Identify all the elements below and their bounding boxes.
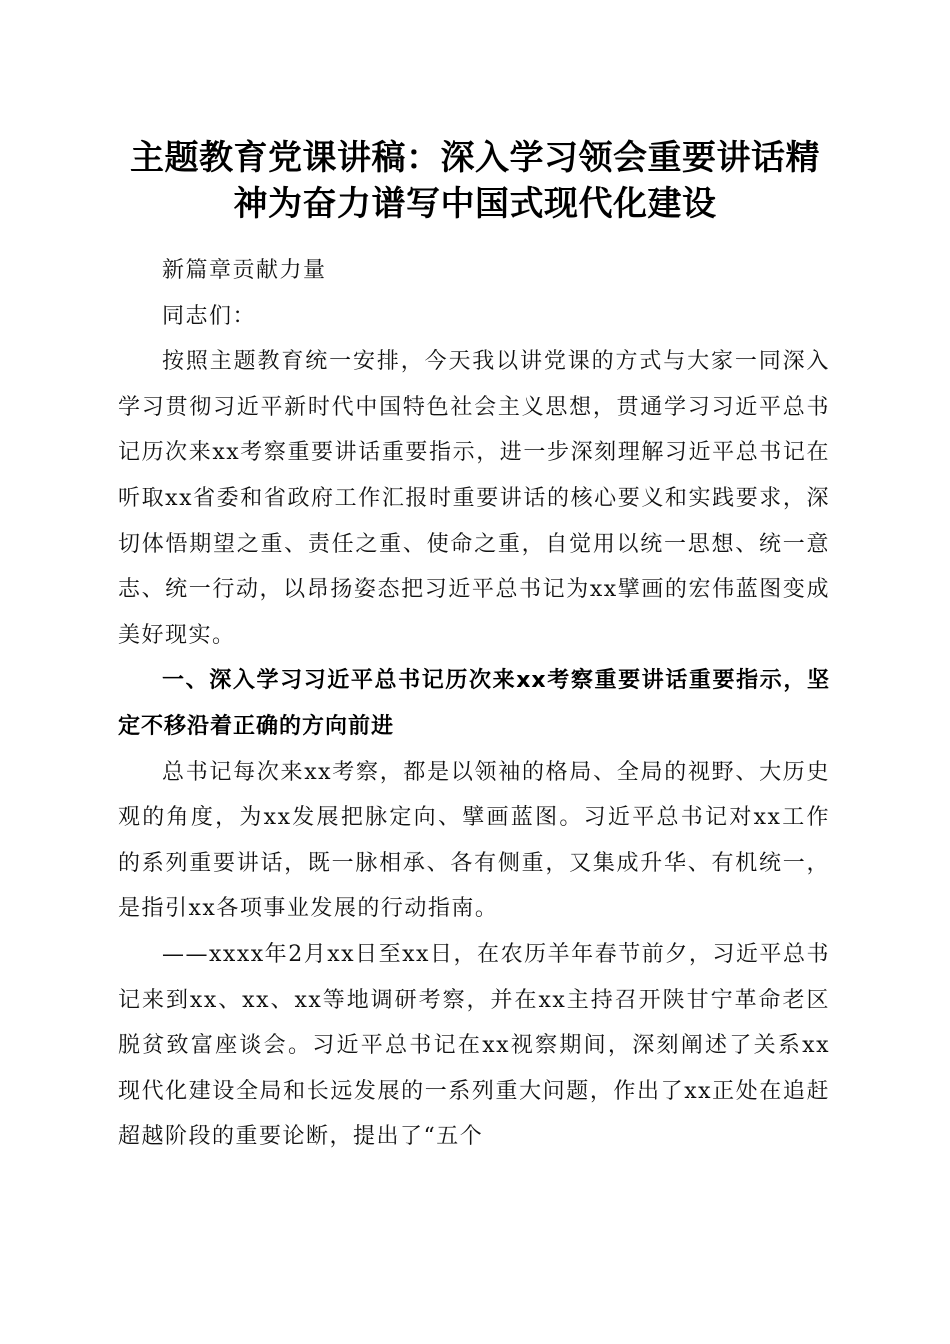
document-body: [118, 248, 830, 1160]
intro-paragraph: 按照主题教育统一安排，今天我以讲党课的方式与大家一同深入学习贯彻习近平新时代中国特色社会主义思想，贯通学习习近平总书记历次来xx考察重要讲话重要指示，进一步深刻理解习近平总书记在听取xx省委和省政府工作汇报时重要讲话的核心要义和实践要求，深切体悟期望之重、责任之重、使命之重，自觉用以统一思想、统一意志、统一行动，以昂扬姿态把习近平总书记为xx擘画的宏伟蓝图变成美好现实。: [118, 349, 830, 648]
title-line-1: 主题教育党课讲稿：深入学习领会重要讲话精: [130, 138, 820, 178]
subtitle-continuation: 新篇章贡献力量: [162, 258, 327, 283]
salutation: 同志们：: [162, 303, 257, 329]
document-title: [110, 135, 840, 227]
section-1-heading: 一、深入学习习近平总书记历次来xx考察重要讲话重要指示，坚定不移沿着正确的方向前进: [118, 668, 830, 739]
section-1-paragraph-1: 总书记每次来xx考察，都是以领袖的格局、全局的视野、大历史观的角度，为xx发展把脉定向、擘画蓝图。习近平总书记对xx工作的系列重要讲话，既一脉相承、各有侧重，又集成升华、有机统一，是指引xx各项事业发展的行动指南。: [118, 759, 830, 922]
section-1-paragraph-2: ——xxxx年2月xx日至xx日，在农历羊年春节前夕，习近平总书记来到xx、xx、xx等地调研考察，并在xx主持召开陕甘宁革命老区脱贫致富座谈会。习近平总书记在xx视察期间，深刻阐述了关系xx现代化建设全局和长远发展的一系列重大问题，作出了xx正处在追赶超越阶段的重要论断，提出了“五个: [118, 941, 830, 1150]
title-line-2: 神为奋力谱写中国式现代化建设: [233, 184, 717, 224]
